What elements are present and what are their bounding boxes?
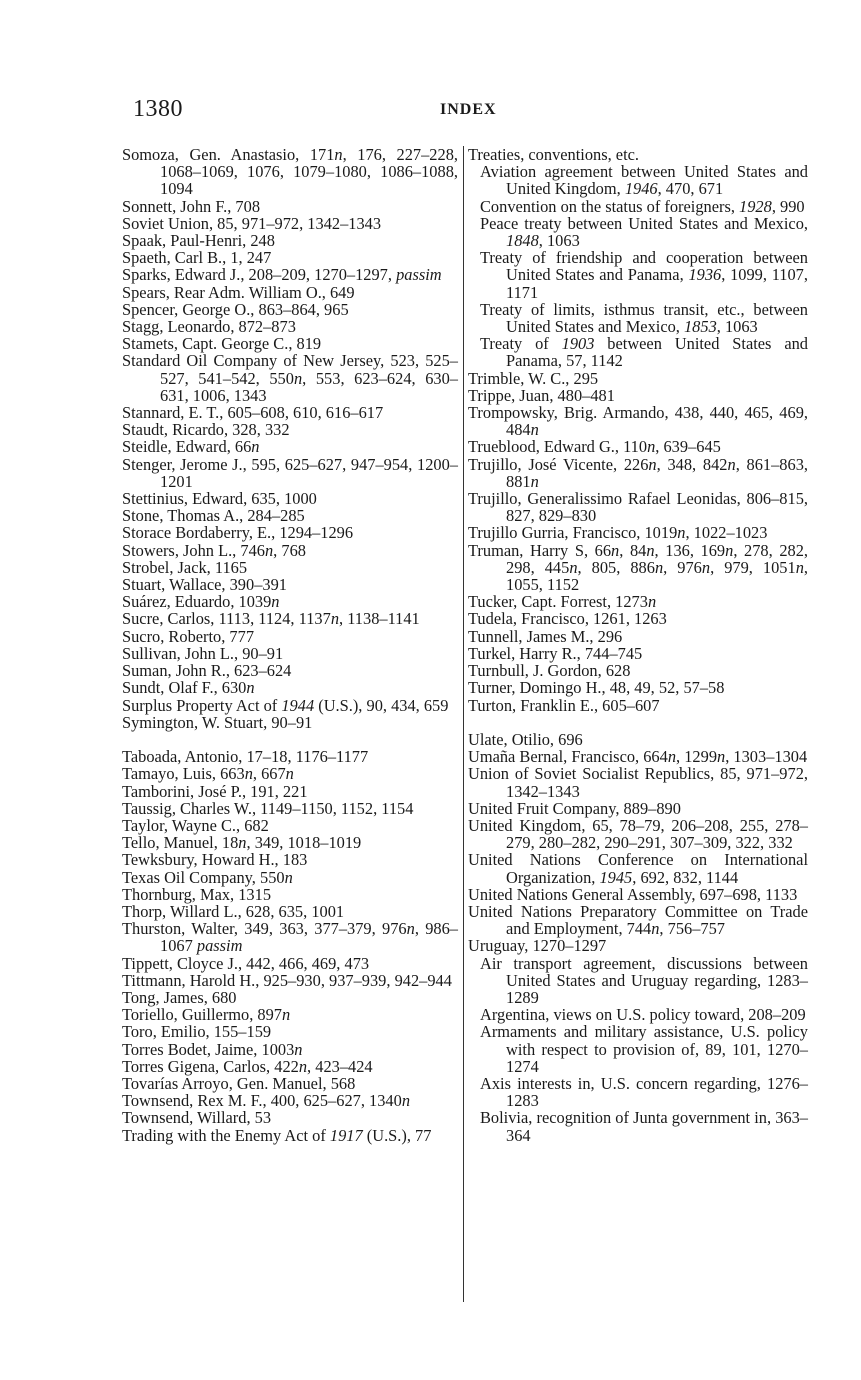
index-entry: Standard Oil Company of New Jersey, 523, 525–527, 541–542, 550n, 553, 623–624, 630–631, 1006, 1343: [122, 351, 458, 405]
index-entry: Trompowsky, Brig. Armando, 438, 440, 465, 469, 484n: [468, 403, 808, 440]
page-header: [0, 96, 861, 126]
italic-text: n: [647, 437, 656, 457]
italic-text: n: [667, 747, 677, 767]
index-entry: Turner, Domingo H., 48, 49, 52, 57–58: [468, 678, 725, 698]
index-entry: Soviet Union, 85, 971–972, 1342–1343: [122, 213, 382, 233]
italic-text: 1848: [506, 231, 539, 251]
index-entry: Sparks, Edward J., 208–209, 1270–1297, passim: [122, 265, 442, 285]
italic-text: n: [238, 833, 247, 853]
index-entry: Turton, Franklin E., 605–607: [468, 695, 660, 715]
index-entry: Stamets, Capt. George C., 819: [122, 334, 322, 354]
index-entry: Thorp, Willard L., 628, 635, 1001: [122, 901, 345, 921]
italic-text: n: [284, 867, 293, 887]
index-entry: Trujillo Gurria, Francisco, 1019n, 1022–1023: [468, 523, 768, 543]
italic-text: n: [677, 523, 686, 543]
italic-text: n: [330, 609, 340, 629]
index-subentry: Convention on the status of foreigners, 1928, 990: [480, 196, 805, 216]
italic-text: passim: [396, 265, 442, 285]
index-entry: Storace Bordaberry, E., 1294–1296: [122, 523, 354, 543]
column-divider: [463, 146, 464, 1302]
italic-text: n: [701, 557, 711, 577]
italic-text: passim: [196, 936, 243, 956]
index-subentry: Treaty of friendship and cooperation between United States and Panama, 1936, 1099, 1107, 1171: [480, 248, 808, 302]
index-entry: Taussig, Charles W., 1149–1150, 1152, 1154: [122, 798, 414, 818]
index-entry: Toro, Emilio, 155–159: [122, 1022, 272, 1042]
italic-text: n: [294, 1039, 303, 1059]
index-entry: Sonnett, John F., 708: [122, 196, 261, 216]
index-entry: Trippe, Juan, 480–481: [468, 385, 615, 405]
index-entry: Spaeth, Carl B., 1, 247: [122, 248, 272, 268]
index-entry: Taylor, Wayne C., 682: [122, 815, 269, 835]
italic-text: n: [648, 454, 657, 474]
index-entry: Surplus Property Act of 1944 (U.S.), 90, 434, 659: [122, 695, 449, 715]
index-entry: Tamayo, Luis, 663n, 667n: [122, 764, 294, 784]
italic-text: n: [293, 368, 303, 388]
index-subentry: Treaty of limits, isthmus transit, etc., between United States and Mexico, 1853, 1063: [480, 299, 808, 337]
index-entry: Turnbull, J. Gordon, 628: [468, 661, 631, 681]
index-entry: Suárez, Eduardo, 1039n: [122, 592, 280, 612]
italic-text: n: [725, 540, 734, 560]
italic-text: n: [282, 1005, 291, 1025]
index-entry: Uruguay, 1270–1297: [468, 936, 607, 956]
index-entry: Trueblood, Edward G., 110n, 639–645: [468, 437, 721, 457]
index-entry: Symington, W. Stuart, 90–91: [122, 712, 313, 732]
italic-text: n: [654, 557, 664, 577]
italic-text: 1853: [683, 317, 717, 337]
italic-text: 1936: [688, 265, 722, 285]
index-subentry: Treaty of 1903 between United States and Panama, 57, 1142: [480, 334, 808, 371]
index-entry: Thornburg, Max, 1315: [122, 884, 272, 904]
index-entry: United Fruit Company, 889–890: [468, 798, 681, 818]
index-entry: Torres Bodet, Jaime, 1003n: [122, 1039, 303, 1059]
running-head: INDEX: [440, 101, 497, 118]
index-entry: Tello, Manuel, 18n, 349, 1018–1019: [122, 833, 362, 853]
index-entry: Stowers, John L., 746n, 768: [122, 540, 306, 560]
italic-text: n: [727, 454, 736, 474]
index-entry: Sullivan, John L., 90–91: [122, 643, 284, 663]
index-entry: Stuart, Wallace, 390–391: [122, 575, 287, 595]
index-entry: Staudt, Ricardo, 328, 332: [122, 420, 290, 440]
index-entry: Sucre, Carlos, 1113, 1124, 1137n, 1138–1141: [122, 609, 420, 629]
index-entry: Tamborini, José P., 191, 221: [122, 781, 308, 801]
italic-text: n: [298, 1056, 308, 1076]
italic-text: n: [646, 540, 655, 560]
index-entry: Tittmann, Harold H., 925–930, 937–939, 942–944: [122, 970, 452, 990]
index-subentry: Aviation agreement between United States and United Kingdom, 1946, 470, 671: [480, 162, 808, 199]
index-entry: Toriello, Guillermo, 897n: [122, 1005, 291, 1025]
index-entry: Tovarías Arroyo, Gen. Manuel, 568: [122, 1073, 356, 1093]
index-entry: Townsend, Willard, 53: [122, 1108, 272, 1128]
index-entry: Spaak, Paul-Henri, 248: [122, 231, 275, 251]
index-entry: Truman, Harry S, 66n, 84n, 136, 169n, 278, 282, 298, 445n, 805, 886n, 976n, 979, 1051n, 1055, 1152: [468, 540, 809, 595]
italic-text: n: [264, 540, 274, 560]
index-entry: Tunnell, James M., 296: [468, 626, 623, 646]
italic-text: n: [795, 557, 804, 577]
index-entry: Stenger, Jerome J., 595, 625–627, 947–954, 1200–1201: [122, 454, 458, 491]
italic-text: n: [651, 919, 660, 939]
italic-text: 1917: [329, 1125, 363, 1145]
index-entry: Trujillo, Generalissimo Rafael Leonidas, 806–815, 827, 829–830: [468, 489, 808, 526]
index-subentry: Peace treaty between United States and Mexico, 1848, 1063: [480, 213, 808, 251]
index-entry: Suman, John R., 623–624: [122, 661, 292, 681]
index-entry: United Nations General Assembly, 697–698, 1133: [468, 884, 798, 904]
italic-text: n: [406, 919, 415, 939]
index-subentry: Armaments and military assistance, U.S. policy with respect to provision of, 89, 101, 1270–1274: [480, 1022, 808, 1076]
italic-text: 1944: [281, 695, 315, 715]
index-entry: Stannard, E. T., 605–608, 610, 616–617: [122, 403, 384, 423]
index-subentry: Argentina, views on U.S. policy toward, 208–209: [480, 1005, 806, 1025]
index-entry: Strobel, Jack, 1165: [122, 557, 248, 577]
index-entry: Taboada, Antonio, 17–18, 1176–1177: [122, 747, 369, 767]
italic-text: n: [717, 747, 726, 767]
index-entry: Spears, Rear Adm. William O., 649: [122, 282, 355, 302]
italic-text: n: [401, 1091, 411, 1111]
page-number: 1380: [133, 96, 183, 122]
italic-text: n: [530, 471, 539, 491]
index-entry: Trimble, W. C., 295: [468, 368, 599, 388]
index-entry: Tucker, Capt. Forrest, 1273n: [468, 592, 657, 612]
index-entry: Texas Oil Company, 550n: [122, 867, 293, 887]
index-entry: Union of Soviet Socialist Republics, 85, 971–972, 1342–1343: [468, 764, 808, 801]
index-entry: Steidle, Edward, 66n: [122, 437, 260, 457]
index-entry: Umaña Bernal, Francisco, 664n, 1299n, 1303–1304: [468, 747, 808, 767]
index-subentry: Air transport agreement, discussions between United States and Uruguay regarding, 1283–1289: [480, 953, 808, 1007]
index-entry: Trading with the Enemy Act of 1917 (U.S.), 77: [122, 1125, 432, 1145]
index-subentry: Axis interests in, U.S. concern regarding, 1276–1283: [480, 1073, 808, 1111]
index-entry: Tewksbury, Howard H., 183: [122, 850, 308, 870]
italic-text: n: [647, 592, 657, 612]
italic-text: 1928: [739, 196, 772, 216]
italic-text: n: [569, 557, 578, 577]
index-entry: Tong, James, 680: [122, 987, 237, 1007]
italic-text: 1945: [599, 867, 633, 887]
italic-text: n: [530, 420, 539, 440]
index-entry: Thurston, Walter, 349, 363, 377–379, 976n, 986–1067 passim: [122, 919, 458, 956]
italic-text: 1946: [624, 179, 658, 199]
index-subentry: Bolivia, recognition of Junta government in, 363–364: [480, 1108, 808, 1145]
index-column-right: [468, 146, 808, 1144]
italic-text: n: [271, 592, 280, 612]
index-entry: Sundt, Olaf F., 630n: [122, 678, 255, 698]
index-entry: Turkel, Harry R., 744–745: [468, 643, 643, 663]
index-entry: United Kingdom, 65, 78–79, 206–208, 255, 278–279, 280–282, 290–291, 307–309, 322, 332: [468, 815, 808, 853]
index-entry: Sucro, Roberto, 777: [122, 626, 255, 646]
index-entry: United Nations Preparatory Committee on Trade and Employment, 744n, 756–757: [468, 901, 808, 939]
index-entry: Torres Gigena, Carlos, 422n, 423–424: [122, 1056, 373, 1076]
index-column-left: [122, 146, 458, 1144]
index-entry: Tippett, Cloyce J., 442, 466, 469, 473: [122, 953, 370, 973]
index-entry: United Nations Conference on International Organization, 1945, 692, 832, 1144: [468, 850, 808, 887]
index-entry: Treaties, conventions, etc.: [468, 145, 640, 164]
index-entry: Stettinius, Edward, 635, 1000: [122, 489, 317, 509]
italic-text: n: [611, 540, 620, 560]
index-entry: Spencer, George O., 863–864, 965: [122, 299, 349, 319]
italic-text: n: [246, 678, 255, 698]
italic-text: n: [334, 145, 343, 164]
index-entry: Ulate, Otilio, 696: [468, 729, 583, 749]
index-entry: Townsend, Rex M. F., 400, 625–627, 1340n: [122, 1091, 411, 1111]
italic-text: n: [244, 764, 253, 784]
italic-text: n: [251, 437, 260, 457]
index-entry: Somoza, Gen. Anastasio, 171n, 176, 227–228, 1068–1069, 1076, 1079–1080, 1086–1088, 1094: [122, 145, 458, 199]
italic-text: 1903: [561, 334, 595, 354]
index-entry: Trujillo, José Vicente, 226n, 348, 842n, 861–863, 881n: [468, 454, 808, 491]
index-entry: Stagg, Leonardo, 872–873: [122, 317, 296, 337]
italic-text: n: [285, 764, 294, 784]
index-entry: Stone, Thomas A., 284–285: [122, 506, 305, 526]
index-entry: Tudela, Francisco, 1261, 1263: [468, 609, 667, 629]
